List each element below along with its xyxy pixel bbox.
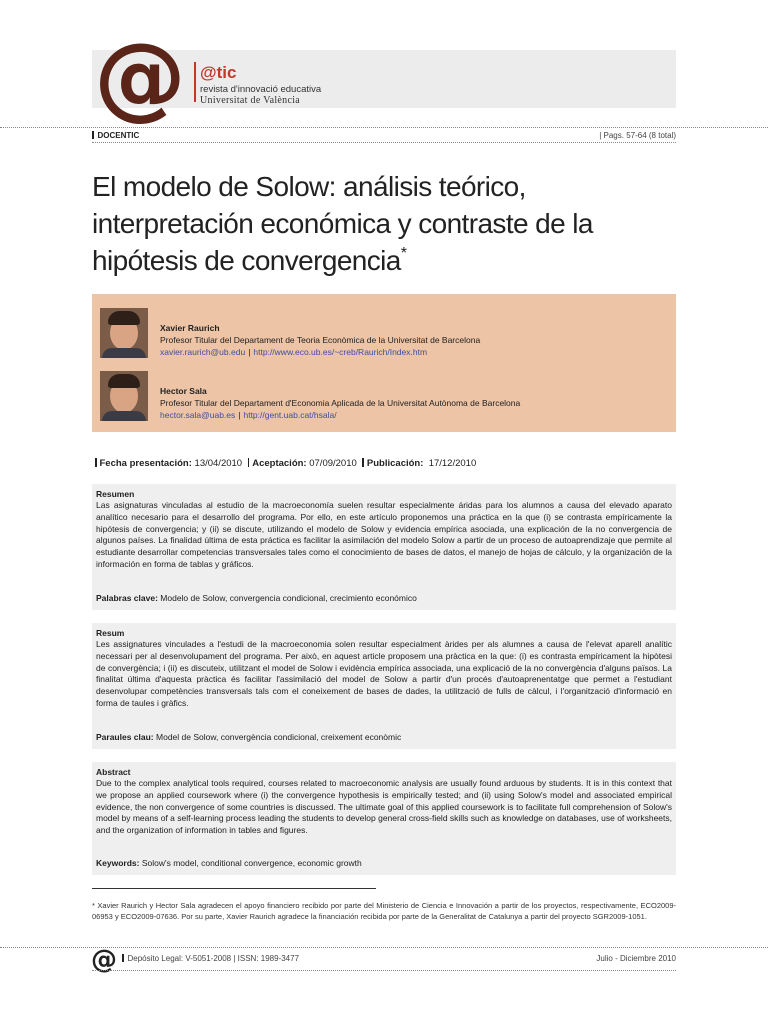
journal-name: @tic: [200, 63, 237, 82]
footnote-rule: [92, 888, 376, 889]
journal-university: Universitat de València: [200, 95, 301, 106]
abstract-box-english: [92, 762, 676, 875]
journal-logo-at-icon: @: [94, 23, 186, 130]
author-email-link[interactable]: xavier.raurich@ub.edu: [160, 347, 246, 357]
author-affiliation: Profesor Titular del Departament de Teoria Econòmica de la Universitat de Barcelona: [160, 335, 481, 345]
keywords-text: Modelo de Solow, convergencia condicional, crecimiento económico: [160, 593, 417, 603]
presented-label: Fecha presentación:: [99, 458, 192, 469]
page-range: | Pags. 57-64 (8 total): [599, 131, 676, 140]
keywords-text: Solow's model, conditional convergence, economic growth: [141, 858, 362, 868]
issue-date: Julio - Diciembre 2010: [596, 954, 676, 963]
author-photo-raurich: [100, 308, 148, 358]
date-separator: [95, 458, 97, 467]
page-range-text: Pags. 57-64 (8 total): [603, 131, 676, 140]
presented-date: 13/04/2010: [194, 458, 243, 469]
article-title-text: El modelo de Solow: análisis teórico, interpretación económica y contraste de la hipótesis de convergencia: [92, 171, 593, 276]
abstract-body: Las asignaturas vinculadas al estudio de la macroeconomía suelen resultar especialmente áridas para los alumnos a causa del elevado aparato analítico necesario para el desarrollo del programa. Por ello, en este artículo proponemos una práctica en la que (i) se contrasta empíricamente la hipótesis de convergencia; y (ii) se discute, utilizando el modelo de Solow y evidencia empírica asociada, una explicación de la no convergencia de algunos países. La finalidad última de esta práctica es facilitar la asimilación del modelo Solow a partir de un proceso de autoaprendizaje que permite al estudiante desarrollar competencias transversales tales como el conocimiento de bases de datos, el manejo de hojas de cálculo, y la organización de la información en forma de tablas y gráficos.: [96, 500, 672, 569]
accepted-label: Aceptación:: [252, 458, 307, 469]
keywords-text: Model de Solow, convergència condicional, creixement econòmic: [156, 732, 402, 742]
publication-dates: [92, 458, 476, 470]
date-separator: [362, 458, 364, 467]
author-photo-sala: [100, 371, 148, 421]
author-links: [160, 409, 520, 421]
author-links: [160, 346, 480, 358]
footer-dotted-rule-lower: [92, 970, 676, 971]
author-info-raurich: [160, 322, 480, 358]
top-dotted-rule: [0, 127, 768, 128]
abstract-heading: Resum: [96, 628, 125, 638]
hair-shape: [108, 311, 140, 325]
keywords-line: [96, 858, 362, 869]
funding-footnote: * Xavier Raurich y Hector Sala agradecen el apoyo financiero recibido por parte del Ministerio de Ciencia e Innovación a partir de los proyectos, respectivamente, ECO2009-06953 y ECO2009-07636. Por su parte, Xavier Raurich agradece la financiación recibida por parte de la Generalitat de Catalunya a partir del proyecto SGR2009-1051.: [92, 901, 676, 921]
article-title: [92, 168, 682, 279]
author-homepage-link[interactable]: http://gent.uab.cat/hsala/: [243, 410, 337, 420]
abstract-box-catalan: [92, 623, 676, 749]
shirt-shape: [102, 348, 146, 358]
published-label: Publicación:: [366, 458, 424, 469]
shirt-shape: [102, 411, 146, 421]
accepted-date: 07/09/2010: [309, 458, 357, 469]
keywords-label: Keywords:: [96, 858, 140, 868]
link-separator: |: [238, 410, 241, 420]
date-separator: [248, 458, 250, 467]
journal-subtitle: revista d'innovació educativa: [200, 84, 322, 95]
author-info-sala: [160, 385, 520, 421]
author-email-link[interactable]: hector.sala@uab.es: [160, 410, 236, 420]
link-separator: |: [248, 347, 251, 357]
section-label: DOCENTIC: [92, 131, 139, 141]
author-affiliation: Profesor Titular del Departament d'Economia Aplicada de la Universitat Autònoma de Barcelona: [160, 398, 521, 408]
abstract-heading: Resumen: [96, 489, 135, 499]
abstract-box-spanish: [92, 484, 676, 610]
published-date: 17/12/2010: [428, 458, 477, 469]
abstract-heading: Abstract: [96, 767, 131, 777]
keywords-label: Palabras clave:: [96, 593, 158, 603]
hair-shape: [108, 374, 140, 388]
keywords-label: Paraules clau:: [96, 732, 154, 742]
author-name: Hector Sala: [160, 386, 207, 396]
abstract-body: Les assignatures vinculades a l'estudi de la macroeconomia solen resultar especialment àrides per als alumnes a causa de l'elevat aparell analític necessari per al desenvolupament del programa. Per això, en aquest article proposem una pràctica en la que: (i) es contrasta empíricament la hipòtesi de convergència; i (ii) es discuteix, utilitzant el model de Solow i evidència empírica associada, una explicació de la no convergència d'alguns països. La finalitat última d'aquesta pràctica és facilitar l'assimilació del model de Solow a partir d'un procés d'autoaprenentatge que permet a l'estudiant desenvolupar competències transversals tals com el coneixement de bases de dades, la utilització de fulls de càlcul, i l'organització d'informació en forma de taules i gràfics.: [96, 639, 672, 708]
keywords-line: [96, 732, 401, 743]
author-name: Xavier Raurich: [160, 323, 220, 333]
keywords-line: [96, 593, 417, 604]
author-homepage-link[interactable]: http://www.eco.ub.es/~creb/Raurich/Index.htm: [253, 347, 428, 357]
title-footnote-mark: *: [400, 245, 407, 262]
section-dotted-rule: [92, 142, 676, 143]
abstract-body: Due to the complex analytical tools required, courses related to macroeconomic analysis are usually found arduous by students. It is in this context that we propose an applied coursework where (i) the convergence hypothesis is empirically tested; and (ii) using Solow's model and associated empirical evidence, the non convergence of some countries is discussed. The ultimate goal of this applied coursework is to facilitate full comprehension of Solow's model by means of a self-learning process leading the students to develop general cross-field skills such as knowledge on databases, use of worksheets, and the organization of information in tables and figures.: [96, 778, 672, 836]
legal-deposit-issn: Depósito Legal: V-5051-2008 | ISSN: 1989-3477: [122, 954, 299, 964]
brand-divider: [194, 62, 196, 102]
footer-logo-at-icon: @: [91, 945, 117, 975]
